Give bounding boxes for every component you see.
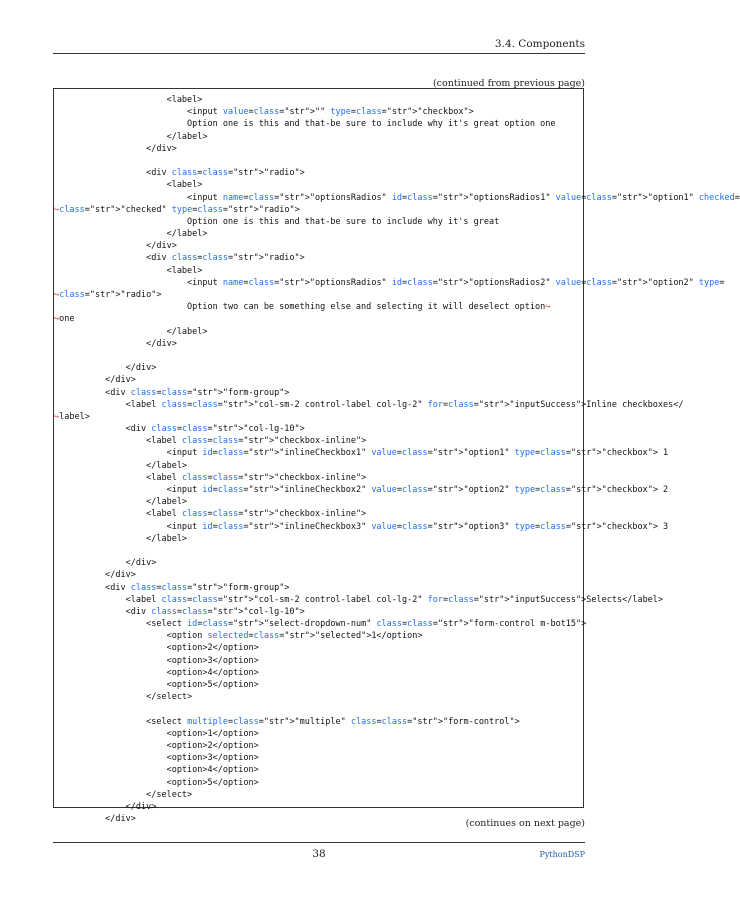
code-line: <label class=class="str">"col-sm-2 control-label col-lg-2" for=class="str">"inputSuccess">Inline checkboxes</ bbox=[54, 399, 684, 410]
code-line: <option>2</option> bbox=[54, 740, 259, 751]
code-line bbox=[54, 350, 583, 362]
code-line bbox=[54, 545, 583, 557]
code-line: </label> bbox=[54, 326, 208, 337]
code-line: Option one is this and that-be sure to include why it's great option one bbox=[54, 119, 556, 130]
code-line: </div> bbox=[54, 801, 157, 812]
code-line: <option>3</option> bbox=[54, 655, 259, 666]
code-line: <option>5</option> bbox=[54, 680, 259, 690]
code-line: <div class=class="str">"col-lg-10"> bbox=[54, 424, 305, 435]
footer-rule bbox=[53, 842, 585, 843]
page-number: 38 bbox=[312, 848, 326, 860]
code-line: <label class=class="str">"checkbox-inline"> bbox=[54, 436, 367, 447]
code-line: </label> bbox=[54, 533, 188, 544]
code-line: <label> bbox=[54, 95, 203, 105]
header-rule bbox=[53, 53, 585, 54]
code-line: <input name=class="str">"optionsRadios" id=class="str">"optionsRadios2" value=class="str">"option2" type= bbox=[54, 277, 725, 288]
code-line: <option>4</option> bbox=[54, 667, 259, 678]
code-line: </label> bbox=[54, 497, 188, 508]
continues-on-note: (continues on next page) bbox=[465, 818, 585, 829]
code-line: <div class=class="str">"col-lg-10"> bbox=[54, 606, 305, 617]
code-line: <input id=class="str">"inlineCheckbox3" value=class="str">"option3" type=class="str">"checkbox"> 3 bbox=[54, 521, 669, 532]
code-line: <div class=class="str">"radio"> bbox=[54, 253, 305, 264]
code-line: </label> bbox=[54, 229, 208, 240]
code-line: </div> bbox=[54, 143, 177, 154]
code-line: <div class=class="str">"radio"> bbox=[54, 168, 305, 179]
code-line: </select> bbox=[54, 692, 193, 703]
code-line bbox=[54, 155, 583, 167]
code-line: ↪label> bbox=[54, 411, 90, 422]
code-line: <option selected=class="str">"selected">1</option> bbox=[54, 631, 423, 642]
code-line: <option>3</option> bbox=[54, 753, 259, 764]
code-line: <label class=class="str">"checkbox-inline"> bbox=[54, 472, 367, 483]
code-line: </div> bbox=[54, 241, 177, 252]
code-line bbox=[54, 703, 583, 715]
code-line: </select> bbox=[54, 789, 193, 800]
code-line: </div> bbox=[54, 338, 177, 349]
code-line: Option one is this and that-be sure to include why it's great bbox=[54, 216, 500, 227]
code-line: ↪one bbox=[54, 314, 75, 325]
code-line: <input id=class="str">"inlineCheckbox2" value=class="str">"option2" type=class="str">"checkbox"> 2 bbox=[54, 485, 669, 495]
code-line: </label> bbox=[54, 460, 188, 471]
code-line: ↪class="str">"checked" type=class="str">"radio"> bbox=[54, 204, 300, 215]
code-line: <input name=class="str">"optionsRadios" id=class="str">"optionsRadios1" value=class="str">"option1" checked= bbox=[54, 192, 740, 203]
continued-from-note: (continued from previous page) bbox=[432, 78, 585, 89]
code-line: <select multiple=class="str">"multiple" class=class="str">"form-control"> bbox=[54, 716, 520, 727]
code-line: <input value=class="str">"" type=class="str">"checkbox"> bbox=[54, 107, 474, 118]
code-line: </div> bbox=[54, 375, 136, 386]
code-line: </div> bbox=[54, 558, 157, 569]
footer-brand: PythonDSP bbox=[539, 850, 585, 859]
code-line: <option>1</option> bbox=[54, 728, 259, 739]
code-line: </label> bbox=[54, 131, 208, 142]
code-line: </div> bbox=[54, 570, 136, 581]
code-line: <label class=class="str">"checkbox-inline"> bbox=[54, 509, 367, 520]
code-line: <option>2</option> bbox=[54, 643, 259, 654]
code-line: <option>5</option> bbox=[54, 777, 259, 788]
code-line: <label class=class="str">"col-sm-2 control-label col-lg-2" for=class="str">"inputSuccess">Selects</label> bbox=[54, 594, 664, 605]
code-line: <input id=class="str">"inlineCheckbox1" value=class="str">"option1" type=class="str">"checkbox"> 1 bbox=[54, 448, 669, 459]
code-line: <select id=class="str">"select-dropdown-num" class=class="str">"form-control m-bot15"> bbox=[54, 619, 587, 630]
code-line: <label> bbox=[54, 265, 203, 276]
code-line: <div class=class="str">"form-group"> bbox=[54, 582, 290, 593]
running-header: 3.4. Components bbox=[494, 38, 585, 50]
code-line: <div class=class="str">"form-group"> bbox=[54, 387, 290, 398]
code-line: </div> bbox=[54, 814, 136, 825]
code-line: <option>4</option> bbox=[54, 765, 259, 776]
code-line: <label> bbox=[54, 180, 203, 191]
code-line: Option two can be something else and selecting it will deselect option↪ bbox=[54, 302, 551, 313]
code-line: </div> bbox=[54, 363, 157, 374]
code-listing bbox=[54, 94, 740, 825]
code-line: ↪class="str">"radio"> bbox=[54, 290, 162, 300]
